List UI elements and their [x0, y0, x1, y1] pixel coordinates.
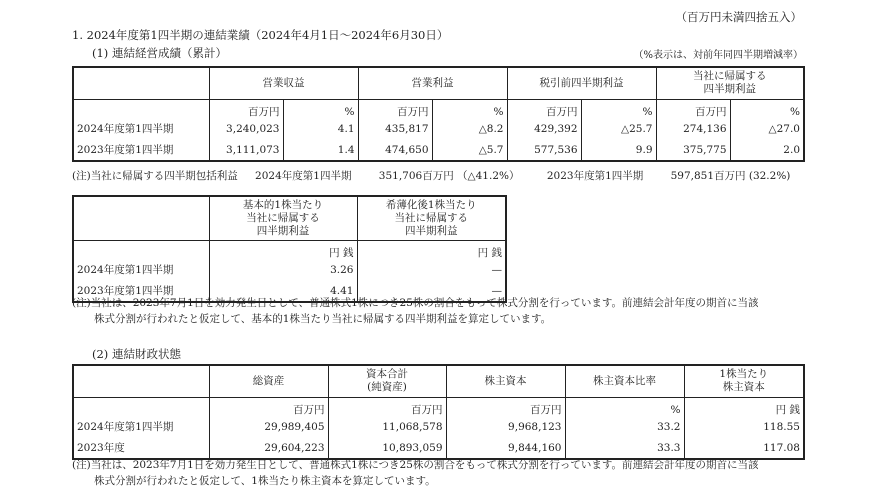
note-value: 351,706百万円 （△41.2%） — [378, 170, 520, 182]
column-header: 希薄化後1株当たり 当社に帰属する 四半期利益 — [357, 196, 506, 240]
value-cell: 3,111,073 — [209, 140, 283, 161]
unit-cell: 百万円 — [209, 397, 328, 417]
unit-cell: 円 銭 — [209, 240, 357, 260]
unit-cell: % — [581, 99, 656, 119]
row-label: 2023年度第1四半期 — [77, 143, 174, 156]
row-label: 2024年度第1四半期 — [77, 421, 174, 433]
header-row — [73, 67, 804, 99]
unit-cell: % — [283, 99, 358, 119]
value-cell: 9,968,123 — [446, 417, 565, 438]
subsection-title-results: (1) 連結経営成績（累計） — [92, 46, 227, 60]
rounding-note: （百万円未満四捨五入） — [675, 10, 802, 24]
value-cell: 3,240,023 — [209, 119, 283, 140]
subsection-title-financial: (2) 連結財政状態 — [92, 347, 181, 361]
unit-cell: 百万円 — [507, 99, 581, 119]
blank-cell — [73, 240, 209, 260]
header-row — [73, 365, 804, 397]
unit-cell: 百万円 — [446, 397, 565, 417]
column-header: 当社に帰属する 四半期利益 — [656, 67, 804, 99]
unit-cell: % — [432, 99, 507, 119]
eps-table — [72, 195, 507, 303]
blank-cell — [73, 99, 209, 119]
value-cell: 375,775 — [656, 140, 730, 161]
unit-cell: 円 銭 — [684, 397, 804, 417]
unit-cell: 百万円 — [209, 99, 283, 119]
value-cell: 4.1 — [283, 119, 358, 140]
column-header: 税引前四半期利益 — [507, 67, 656, 99]
fin-note-line1: (注)当社は、2023年7月1日を効力発生日として、普通株式1株につき25株の割合をもって株式分割を行っています。前連結会計年度の期首に当該 — [72, 459, 759, 471]
table-row — [73, 260, 506, 281]
column-header: 株主資本 — [446, 365, 565, 397]
eps-note-line2: 株式分割が行われたと仮定して、基本的1株当たり当社に帰属する四半期利益を算定しています。 — [94, 313, 552, 325]
comprehensive-income-note — [72, 168, 790, 183]
value-cell: △25.7 — [581, 119, 656, 140]
section-title: 1. 2024年度第1四半期の連結業績（2024年4月1日～2024年6月30日） — [72, 28, 449, 42]
row-label: 2023年度第1四半期 — [77, 284, 174, 297]
value-cell: 9.9 — [581, 140, 656, 161]
value-cell: 429,392 — [507, 119, 581, 140]
value-cell: 10,893,059 — [328, 438, 446, 459]
units-row — [73, 397, 804, 417]
column-header: 資本合計 (純資産) — [328, 365, 446, 397]
value-cell: 9,844,160 — [446, 438, 565, 459]
value-cell: 474,650 — [358, 140, 432, 161]
value-cell: 29,989,405 — [209, 417, 328, 438]
column-header: 株主資本比率 — [565, 365, 684, 397]
value-cell: 435,817 — [358, 119, 432, 140]
note-period: 2024年度第1四半期 — [255, 170, 352, 182]
value-cell: 29,604,223 — [209, 438, 328, 459]
value-cell: 33.2 — [565, 417, 684, 438]
results-table — [72, 66, 805, 162]
value-cell: △27.0 — [730, 119, 804, 140]
unit-cell: 百万円 — [328, 397, 446, 417]
value-cell: △8.2 — [432, 119, 507, 140]
eps-note-line1: (注)当社は、2023年7月1日を効力発生日として、普通株式1株につき25株の割合をもって株式分割を行っています。前連結会計年度の期首に当該 — [72, 297, 759, 309]
note-label: (注)当社に帰属する四半期包括利益 — [72, 170, 238, 182]
column-header: 営業収益 — [209, 67, 358, 99]
value-cell: 274,136 — [656, 119, 730, 140]
value-cell: 11,068,578 — [328, 417, 446, 438]
row-label: 2024年度第1四半期 — [77, 123, 174, 135]
value-cell: 1.4 — [283, 140, 358, 161]
unit-cell: % — [730, 99, 804, 119]
value-cell: 117.08 — [684, 438, 804, 459]
corner-cell — [73, 67, 209, 99]
value-cell: 3.26 — [209, 260, 357, 281]
fin-note-line2: 株式分割が行われたと仮定して、1株当たり株主資本を算定しています。 — [94, 475, 436, 487]
column-header: 営業利益 — [358, 67, 507, 99]
percent-note: （%表示は、対前年同四半期増減率） — [633, 50, 803, 61]
table-row — [73, 140, 804, 161]
row-label: 2023年度 — [77, 441, 125, 454]
value-cell: — — [357, 260, 506, 281]
column-header: 基本的1株当たり 当社に帰属する 四半期利益 — [209, 196, 357, 240]
value-cell: △5.7 — [432, 140, 507, 161]
value-cell: 2.0 — [730, 140, 804, 161]
table-row — [73, 119, 804, 140]
header-row — [73, 196, 506, 240]
financial-position-table — [72, 364, 805, 460]
units-row — [73, 99, 804, 119]
blank-cell — [73, 397, 209, 417]
value-cell: 577,536 — [507, 140, 581, 161]
row-label: 2024年度第1四半期 — [77, 264, 174, 276]
note-period: 2023年度第1四半期 — [546, 170, 644, 182]
corner-cell — [73, 196, 209, 240]
unit-cell: % — [565, 397, 684, 417]
value-cell: — — [357, 281, 506, 302]
unit-cell: 百万円 — [358, 99, 432, 119]
value-cell: 4.41 — [209, 281, 357, 302]
column-header: 総資産 — [209, 365, 328, 397]
units-row — [73, 240, 506, 260]
table-row — [73, 438, 804, 459]
note-value: 597,851百万円 (32.2%) — [670, 170, 791, 182]
unit-cell: 円 銭 — [357, 240, 506, 260]
column-header: 1株当たり 株主資本 — [684, 365, 804, 397]
value-cell: 118.55 — [684, 417, 804, 438]
corner-cell — [73, 365, 209, 397]
value-cell: 33.3 — [565, 438, 684, 459]
unit-cell: 百万円 — [656, 99, 730, 119]
table-row — [73, 417, 804, 438]
